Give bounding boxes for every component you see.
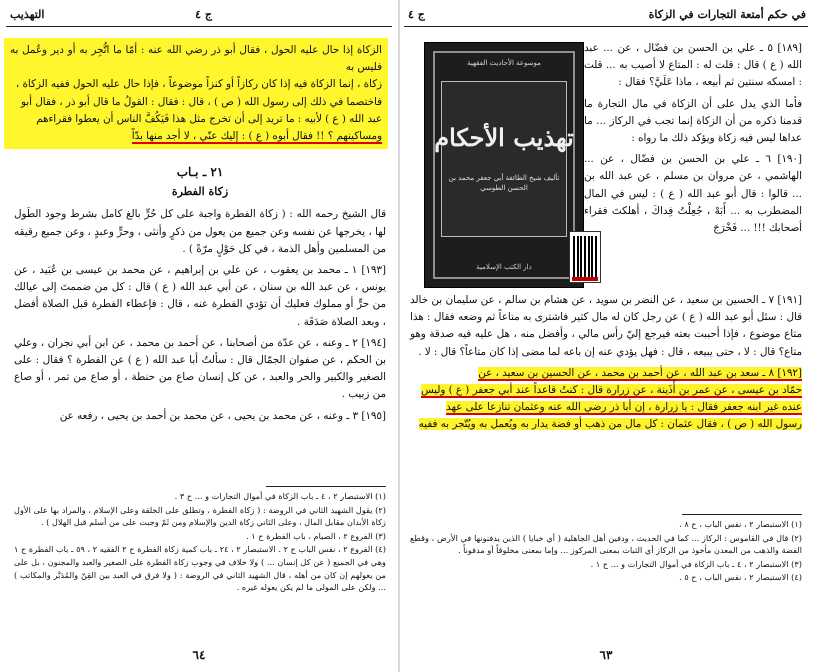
barcode-red-strip [572, 277, 598, 281]
left-header-title: التهذيب [10, 8, 45, 21]
right-footnote-rule [682, 514, 802, 515]
chapter-title: ٢١ ـ بـاب [176, 165, 224, 179]
right-footnote: (١) الاستبصار ٢ ، نفس الباب ، ح ٨ . [679, 519, 802, 529]
explanatory-paragraph: فأما الذي يدل على أن الزكاة في مال التجارة ما قدمنا ذكره من أن الزكاة إنما تجب في الركاز ... ما عداها ليس فيه زكاة ويؤكد ذلك ما رواه : [584, 97, 802, 145]
hadith-193: [١٩٣] ١ ـ محمد بن يعقوب ، عن علي بن إبراهيم ، عن محمد بن عيسى بن عُبَيد ، عن يونس ، عن عبد الله بن سنان ، عن أبي عبد الله ( ع ) قال : كل من ضممتَ إلى عيالك من حرٍّ أو مملوك فعليك أن تؤدي الفطرة عنه ، قال : فإعطاء الفطرة قبل الصلاة أفضل ، وبعد الصلاة صَدَقَة . [14, 264, 386, 328]
hadith-192-line1 [410, 365, 802, 382]
book-cover-image [424, 42, 584, 288]
hadith-192-line4 [410, 416, 802, 433]
left-body-text [14, 158, 386, 429]
highlight-line: عبد الله ( ع ) لأبيه : ما تريد إلى أن تخرج مثل هذا فَيَكُفَّ الناس أن يعطوا فقراءهم [36, 112, 382, 125]
hadith-192-chain-start: [١٩٢] ٨ ـ سعد بن عبد الله ، عن أحمد بن محمد ، عن الحسين بن سعيد ، عن [478, 366, 802, 379]
hadith-192-chain-end: حمّاد بن عيسى ، عن عمر بن أُذَينة ، عن زرارة قال : كنتُ قاعداً عند أبي جعفر ( ع ) وليس [420, 384, 802, 397]
right-header-volume: ج ٤ [408, 8, 425, 21]
highlighted-passage [4, 38, 388, 149]
left-footnotes [14, 490, 386, 595]
highlight-line: الزكاة إذا حال عليه الحول ، فقال أبو ذر رضي الله عنه : أمّا ما اتُّجِر به أو دير وعُمل به فليس به [10, 44, 382, 74]
cover-author: تأليف شيخ الطائفة أبي جعفر محمد بن الحسن الطوسي [448, 174, 560, 192]
left-header-volume: ج ٤ [195, 8, 212, 21]
right-upper-text [584, 40, 802, 241]
cover-publisher: دار الكتب الإسلامية [476, 263, 532, 271]
hadith-189: [١٨٩] ٥ ـ علي بن الحسن بن فضّال ، عن ... عبد الله ( ع ) قال : قلت له : المتاع لا أصيب به ... قلت : امسكه سنتين ثم أبيعه ، ماذا عَلَيَّ؟ فقال : [584, 42, 802, 89]
hadith-192-text-a: عنده غير ابنه جعفر فقال : يا زرارة ، إن أبا ذر رضي الله عنه وعثمان تنازعا على عهد [446, 401, 802, 414]
right-footnote: (٤) الاستبصار ٢ ، نفس الباب ، ح ٥ . [679, 572, 802, 583]
left-footnote: (١) الاستبصار ٢ ، ٤ ـ باب الزكاة في أموال التجارات و ... ح ٣ . [174, 491, 386, 501]
right-header-title: في حكم أمتعة التجارات في الزكاة [648, 8, 806, 21]
chapter-intro: قال الشيخ رحمه الله : ( زكاة الفطرة واجبة على كل حُرٍّ بالغ كامل بشرط وجود الطَول لها ، يخرجها عن نفسه وعن جميع من يعول من ذكرٍ وأنثى ، وحرٍّ وعبدٍ ، وعن جميع رقيقه من المسلمين وأهل الذمة ، في كل حَوْلٍ مرّةً ) . [14, 208, 386, 255]
hadith-191: [١٩١] ٧ ـ الحسين بن سعيد ، عن النضر بن سويد ، عن هشام بن سالم ، عن سليمان بن خالد قال : سئل أبو عبد الله ( ع ) عن رجل كان له مال كثير فاشترى به متاعاً ثم وضعه فقال : هذا متاع موضوع ، فإذا أحببت بعته فيرجع إليّ رأس مالي ، وأفضل منه ، هل عليه فيه صدقة وهو متاع؟ قال : لا ، حتى يبيعه ، قال : فهل يؤدي عنه إن باعه لما مضى إذا كان متاعاً؟ قال : لا . [410, 294, 803, 358]
cover-title: تهذيب الأحكام [434, 123, 574, 152]
hadith-192-line3 [410, 399, 802, 416]
right-footnotes [410, 518, 802, 585]
left-footnote: (٢) يقول الشهيد الثاني في الروضة : ( زكاة الفطرة ، وتطلق على الخلقة وعلى الإسلام ، والمراد بها على الأول زكاة الأبدان مقابل المال ، وعلى الثاني زكاة الدين والإسلام ومن ثَمّ وجبت على من أسلم قبل الهلال ) . [14, 504, 386, 528]
hadith-192-line2 [410, 382, 802, 399]
hadith-195: [١٩٥] ٣ ـ وعنه ، عن محمد بن يحيى ، عن محمد بن أحمد بن يحيى ، رفعه عن [59, 409, 386, 422]
book-gutter [398, 0, 400, 672]
hadith-190: [١٩٠] ٦ ـ علي بن الحسن بن فضّال ، عن ... الهاشمي ، عن مروان بن مسلم ، عن عبد الله بن ... قالوا : قال أبو عبد الله ( ع ) : ليس في المال المضطرب به ... أَبَهْ ، جُعِلْتُ فِداكَ ، أهلكتَ فقراء أصحابك !!! ... فَخْرَجَ [584, 153, 802, 235]
left-page-header [6, 6, 392, 27]
cover-inner-panel [441, 81, 567, 237]
left-footnote: (٣) الفروع ٢ ، الصيام ، باب الفطرة ح ١ . [246, 530, 386, 541]
left-page-number: ٦٤ [192, 648, 206, 662]
right-footnote: (٣) الاستبصار ٢ ، ٤ ـ باب الزكاة في أموال التجارات و ... ح ١ . [590, 558, 802, 569]
right-lower-text [410, 292, 802, 434]
right-page [398, 0, 814, 672]
hadith-192-text-b: رسول الله ( ص ) ، فقال عثمان : كل مال من ذهب أو فضة يدار به ويُعمل به ويُتّجر به ففيه [418, 418, 802, 431]
right-page-number: ٦٣ [599, 648, 613, 662]
chapter-subtitle: زكاة الفطرة [171, 185, 229, 199]
left-footnote: (٤) الفروع ٢ ، نفس الباب ح ٢ . الاستبصار ٢ ، ٢٤ ـ باب كمية زكاة الفطرة ح ٢ الفقيه ٢ ، ٥٩ ـ باب الفطرة ح ١ وهي في الجميع ( عن كل إنسان ... ) ولا خلاف في وجوب زكاة الفطرة على الصغير والعبد والمجنون ، بل على من يعولهم إن كان من أهله ، قال الشهيد الثاني في الروضة : ( ولا فرق في العبد بين القِنّ والمُدَبَّر والمكاتب ) ... ولكن على المولى ما لم يكن يعوله غيره . [14, 544, 386, 593]
right-footnote: (٢) قال في القاموس : الركاز ... كما في الحديث ، ودفين أهل الجاهلية ( أي خبايا ) الذين يدفنونها في الأرض ، وقطع الفضة والذهب من المعدن مأخوذ من الركاز أي الثبات بمعنى المركوز ... وإما بمعنى مخلوقاً أو مدفوناً . [410, 532, 802, 556]
highlight-line: فاختصما في ذلك إلى رسول الله ( ص ) ، قال : فقال : القولُ ما قال أبو ذر ، فقال أبو [20, 95, 382, 108]
highlight-line-underlined [10, 128, 382, 145]
highlight-line: زكاة ، إنما الزكاة فيه إذا كان ركازاً أو كنزاً موضوعاً ، فإذا حال عليه الحول ففيه الزكاة ، [15, 78, 382, 91]
cover-top-text: موسوعة الأحاديث الفقهية [467, 59, 541, 67]
underlined-phrase: ومساكينهم ؟ !! فقال أبوه ( ع ) : إليك عنّي ، لا أجد منها بدّاً [131, 130, 382, 143]
right-page-header [404, 6, 808, 27]
hadith-194: [١٩٤] ٢ ـ وعنه ، عن عدّة من أصحابنا ، عن أحمد بن محمد ، عن ابن أبي نجران ، وعلي بن الحكم ، عن صفوان الجمّال قال : سألتُ أبا عبد الله ( ع ) عن الفطرة ؟ فقال : على الصغير والكبير والحر والعبد ، عن كل إنسان صاع من حنطة ، أو صاع من تمر ، أو صاع من زبيب . [14, 336, 386, 401]
left-footnote-rule [266, 486, 386, 487]
left-page [0, 0, 398, 672]
